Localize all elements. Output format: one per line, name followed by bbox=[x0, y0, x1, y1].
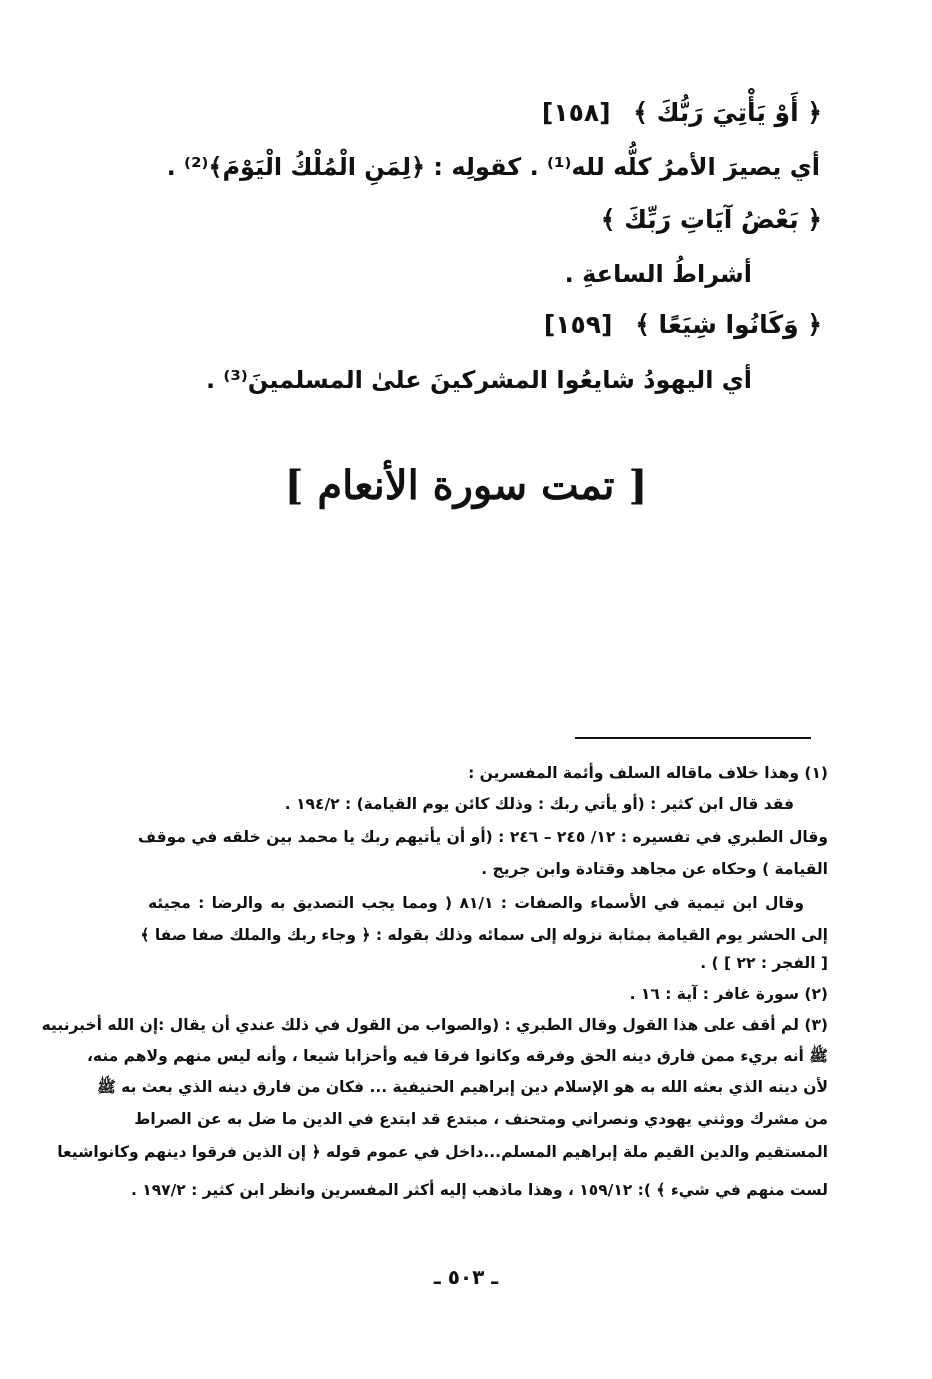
verse-some-signs bbox=[601, 205, 822, 234]
verse-some-signs-text: ﴿ بَعْضُ آيَاتِ رَبِّكَ ﴾ bbox=[600, 205, 822, 234]
commentary-signs: أشراطُ الساعةِ . bbox=[564, 260, 752, 288]
footnote-1-line-2: فقد قال ابن كثير : (أو يأتي ربك : وذلك كائن يوم القيامة) : ١٩٤/٢ . bbox=[284, 795, 794, 813]
footnote-1-line-6: إلى الحشر يوم القيامة بمثابة نزوله إلى سمائه وذلك بقوله : ﴿ وجاء ربك والملك صفا صفا ﴾ bbox=[140, 926, 828, 944]
verse-158 bbox=[542, 98, 822, 127]
verse-158-text: ﴿ أَوْ يَأْتِيَ رَبُّكَ ﴾ bbox=[633, 98, 822, 127]
footnote-1-line-4: القيامة ) وحكاه عن مجاهد وقتادة وابن جريج . bbox=[481, 860, 828, 878]
footnote-3-line-2: ﷺ أنه بريء ممن فارق دينه الحق وفرقه وكانوا فرقا فيه وأحزابا شيعا ، وأنه ليس منهم ولاهم منه، bbox=[87, 1047, 828, 1065]
footnote-1-line-5: وقال ابن تيمية في الأسماء والصفات : ٨١/١ ( ومما يجب التصديق به والرضا : مجيئه bbox=[148, 894, 804, 912]
verse-159-text: ﴿ وَكَانُوا شِيَعًا ﴾ bbox=[635, 310, 822, 339]
footnote-1-line-7: [ الفجر : ٢٢ ] ) . bbox=[700, 954, 828, 972]
page-number: ـ ٥٠٣ ـ bbox=[433, 1265, 499, 1289]
surah-closing-title: [ تمت سورة الأنعام ] bbox=[284, 462, 648, 509]
footnote-2-line-1: (٢) سورة غافر : آية : ١٦ . bbox=[629, 985, 828, 1003]
footnote-3-line-5: المستقيم والدين القيم ملة إبراهيم المسلم...داخل في عموم قوله ﴿ إن الذين فرقوا دينهم وكانواشيعا bbox=[57, 1143, 828, 1161]
verse-159-ref: [١٥٩] bbox=[543, 310, 613, 339]
footnote-1-line-3: وقال الطبري في تفسيره : ١٢/ ٢٤٥ – ٢٤٦ : (أو أن يأتيهم ربك يا محمد بين خلقه في موقف bbox=[138, 828, 828, 846]
verse-159 bbox=[544, 310, 822, 339]
footnote-3-line-4: من مشرك ووثني يهودي ونصراني ومتحنف ، مبتدع قد ابتدع في الدين ما ضل به عن الصراط bbox=[134, 1110, 828, 1128]
verse-158-ref: [١٥٨] bbox=[541, 98, 611, 127]
footnote-3-line-3: لأن دينه الذي بعثه الله به هو الإسلام دين إبراهيم الحنيفية ... فكان من فارق دينه الذي بعث به ﷺ bbox=[97, 1078, 828, 1096]
footnote-3-line-6: لست منهم في شيء ﴾ ): ١٥٩/١٢ ، وهذا ماذهب إليه أكثر المفسرين وانظر ابن كثير : ١٩٧/٢ . bbox=[130, 1181, 828, 1199]
footnote-separator bbox=[575, 737, 811, 739]
footnote-1-line-1: (١) وهذا خلاف ماقاله السلف وأئمة المفسرين : bbox=[468, 764, 828, 782]
footnote-3-line-1: (٣) لم أقف على هذا القول وقال الطبري : (والصواب من القول في ذلك عندي أن يقال :إن الله أخبرنبيه bbox=[41, 1016, 828, 1034]
commentary-158: أي يصيرَ الأمرُ كلُّه لله⁽¹⁾ . كقولِه : ﴿لِمَنِ الْمُلْكُ الْيَوْمَ﴾⁽²⁾ . bbox=[166, 153, 820, 181]
commentary-159: أي اليهودُ شايعُوا المشركينَ علىٰ المسلمينَ⁽³⁾ . bbox=[205, 366, 752, 394]
